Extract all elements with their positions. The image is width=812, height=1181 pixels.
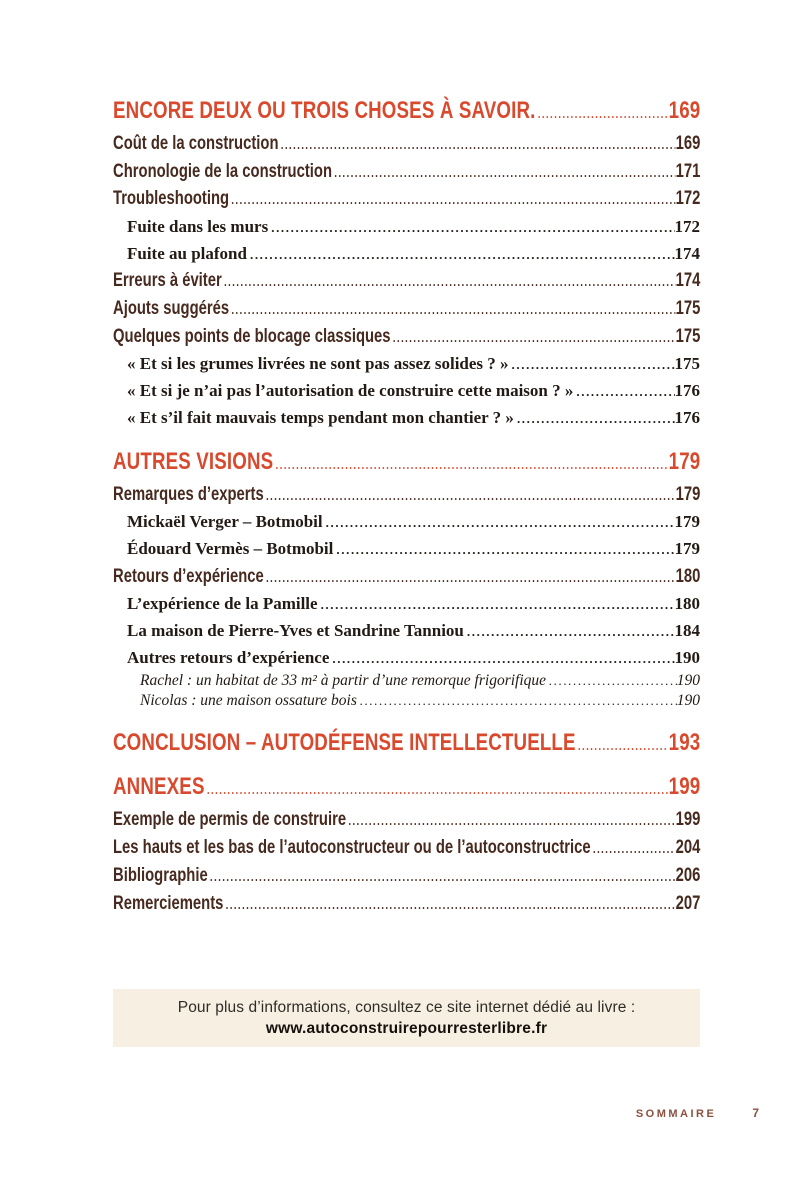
entry-label: Fuite dans les murs — [127, 216, 269, 236]
entry-label: Les hauts et les bas de l’autoconstructeur ou de l’autoconstructrice — [113, 836, 591, 858]
entry-label: Chronologie de la construction — [113, 160, 333, 182]
dot-leader — [273, 448, 668, 476]
entry-label: « Et si les grumes livrées ne sont pas assez solides ? » — [127, 354, 509, 374]
entry-label: Coût de la construction — [113, 132, 279, 154]
banner-text: Pour plus d’informations, consultez ce site internet dédié au livre : — [177, 998, 636, 1016]
toc-entry — [127, 405, 700, 432]
toc-section — [113, 97, 700, 431]
entry-page-number: 184 — [674, 620, 700, 640]
section-page-number: 199 — [668, 773, 701, 801]
dot-leader — [536, 97, 669, 125]
toc-entry — [127, 378, 700, 405]
entry-label: La maison de Pierre-Yves et Sandrine Tanniou — [127, 620, 464, 640]
dot-leader — [208, 866, 676, 886]
entry-page-number: 175 — [675, 298, 701, 320]
section-page-number: 169 — [668, 97, 701, 124]
toc-entry — [140, 691, 700, 711]
dot-leader — [391, 327, 676, 347]
entry-label: « Et s’il fait mauvais temps pendant mon chantier ? » — [127, 408, 514, 428]
dot-leader — [247, 245, 675, 263]
toc-entry — [113, 806, 700, 834]
toc-section-heading — [113, 729, 700, 757]
toc-entry — [113, 295, 700, 323]
dot-leader — [546, 673, 677, 689]
toc-entry — [113, 481, 700, 509]
entry-page-number: 206 — [675, 864, 701, 886]
toc-entry — [127, 644, 700, 671]
entry-page-number: 190 — [676, 672, 700, 690]
dot-leader — [329, 649, 674, 667]
toc-entry — [127, 240, 700, 267]
dot-leader — [332, 162, 676, 182]
entry-label: Édouard Vermès – Botmobil — [127, 539, 334, 559]
footer-page-number: 7 — [752, 1106, 759, 1120]
dot-leader — [264, 485, 676, 505]
entry-label: Quelques points de blocage classiques — [113, 325, 391, 347]
entry-page-number: 171 — [675, 160, 701, 182]
section-title: CONCLUSION – AUTODÉFENSE INTELLECTUELLE — [113, 728, 576, 756]
dot-leader — [318, 595, 675, 613]
dot-leader — [357, 693, 677, 709]
entry-label: L’expérience de la Pamille — [127, 594, 318, 614]
website-url: www.autoconstruirepourresterlibre.fr — [265, 1019, 548, 1037]
dot-leader — [268, 218, 674, 236]
entry-page-number: 180 — [675, 565, 701, 587]
section-page-number: 193 — [668, 728, 701, 756]
section-title: ENCORE DEUX OU TROIS CHOSES À SAVOIR. — [113, 97, 536, 124]
entry-label: Retours d’expérience — [113, 565, 264, 587]
entry-label: Ajouts suggérés — [113, 298, 230, 320]
entry-page-number: 204 — [675, 836, 701, 858]
entry-page-number: 190 — [676, 692, 700, 710]
toc-entry — [113, 563, 700, 591]
entry-label: Autres retours d’expérience — [127, 647, 330, 667]
page-footer — [636, 1106, 759, 1120]
entry-label: Exemple de permis de construire — [113, 808, 347, 830]
entry-page-number: 179 — [674, 512, 700, 532]
toc-entry — [127, 351, 700, 378]
section-entries — [113, 481, 700, 712]
dot-leader — [576, 729, 669, 757]
toc-entry — [113, 862, 700, 890]
entry-page-number: 199 — [675, 808, 701, 830]
dot-leader — [222, 271, 676, 291]
entry-page-number: 207 — [675, 892, 701, 914]
entry-page-number: 172 — [674, 216, 700, 236]
toc-entry — [113, 267, 700, 295]
dot-leader — [573, 382, 674, 400]
toc-entry — [113, 158, 700, 186]
toc-section-heading — [113, 448, 700, 476]
dot-leader — [264, 567, 676, 587]
entry-label: Mickaël Verger – Botmobil — [127, 512, 323, 532]
toc — [113, 97, 700, 918]
toc-entry — [127, 509, 700, 536]
section-entries — [113, 130, 700, 432]
dot-leader — [514, 409, 675, 427]
entry-label: Nicolas : une maison ossature bois — [140, 692, 357, 710]
entry-page-number: 174 — [674, 243, 700, 263]
section-entries — [113, 806, 700, 918]
toc-section — [113, 729, 700, 757]
toc-entry — [113, 323, 700, 351]
entry-page-number: 190 — [674, 647, 700, 667]
dot-leader — [223, 894, 675, 914]
section-title: ANNEXES — [113, 773, 205, 801]
website-banner — [113, 989, 700, 1047]
dot-leader — [509, 355, 675, 373]
toc-entry — [127, 536, 700, 563]
entry-label: Remerciements — [113, 892, 224, 914]
toc-section — [113, 773, 700, 917]
section-title: AUTRES VISIONS — [113, 448, 274, 476]
entry-page-number: 176 — [674, 408, 700, 428]
toc-section-heading — [113, 773, 700, 801]
entry-label: Troubleshooting — [113, 188, 230, 210]
entry-label: Erreurs à éviter — [113, 270, 222, 292]
footer-section-label: SOMMAIRE — [635, 1108, 717, 1120]
entry-page-number: 175 — [674, 354, 700, 374]
toc-entry — [113, 130, 700, 158]
toc-entry — [113, 890, 700, 918]
entry-page-number: 174 — [675, 270, 701, 292]
entry-label: Remarques d’experts — [113, 484, 264, 506]
toc-entry — [113, 185, 700, 213]
dot-leader — [279, 134, 676, 154]
dot-leader — [333, 540, 674, 558]
entry-page-number: 179 — [674, 539, 700, 559]
entry-page-number: 180 — [674, 594, 700, 614]
entry-label: « Et si je n’ai pas l’autorisation de construire cette maison ? » — [127, 381, 574, 401]
dot-leader — [323, 513, 675, 531]
entry-label: Fuite au plafond — [127, 243, 247, 263]
dot-leader — [346, 810, 676, 830]
toc-section — [113, 448, 700, 711]
entry-label: Bibliographie — [113, 864, 208, 886]
toc-section-heading — [113, 97, 700, 125]
dot-leader — [229, 189, 676, 209]
toc-entry — [113, 834, 700, 862]
entry-page-number: 176 — [674, 381, 700, 401]
section-page-number: 179 — [668, 448, 701, 476]
toc-entry — [127, 213, 700, 240]
toc-entry — [127, 617, 700, 644]
dot-leader — [464, 622, 675, 640]
dot-leader — [205, 773, 669, 801]
toc-entry — [140, 671, 700, 691]
toc-entry — [127, 591, 700, 618]
entry-page-number: 169 — [675, 132, 701, 154]
dot-leader — [591, 838, 676, 858]
entry-label: Rachel : un habitat de 33 m² à partir d’une remorque frigorifique — [140, 672, 547, 690]
entry-page-number: 179 — [675, 484, 701, 506]
entry-page-number: 175 — [675, 325, 701, 347]
entry-page-number: 172 — [675, 188, 701, 210]
dot-leader — [229, 299, 675, 319]
